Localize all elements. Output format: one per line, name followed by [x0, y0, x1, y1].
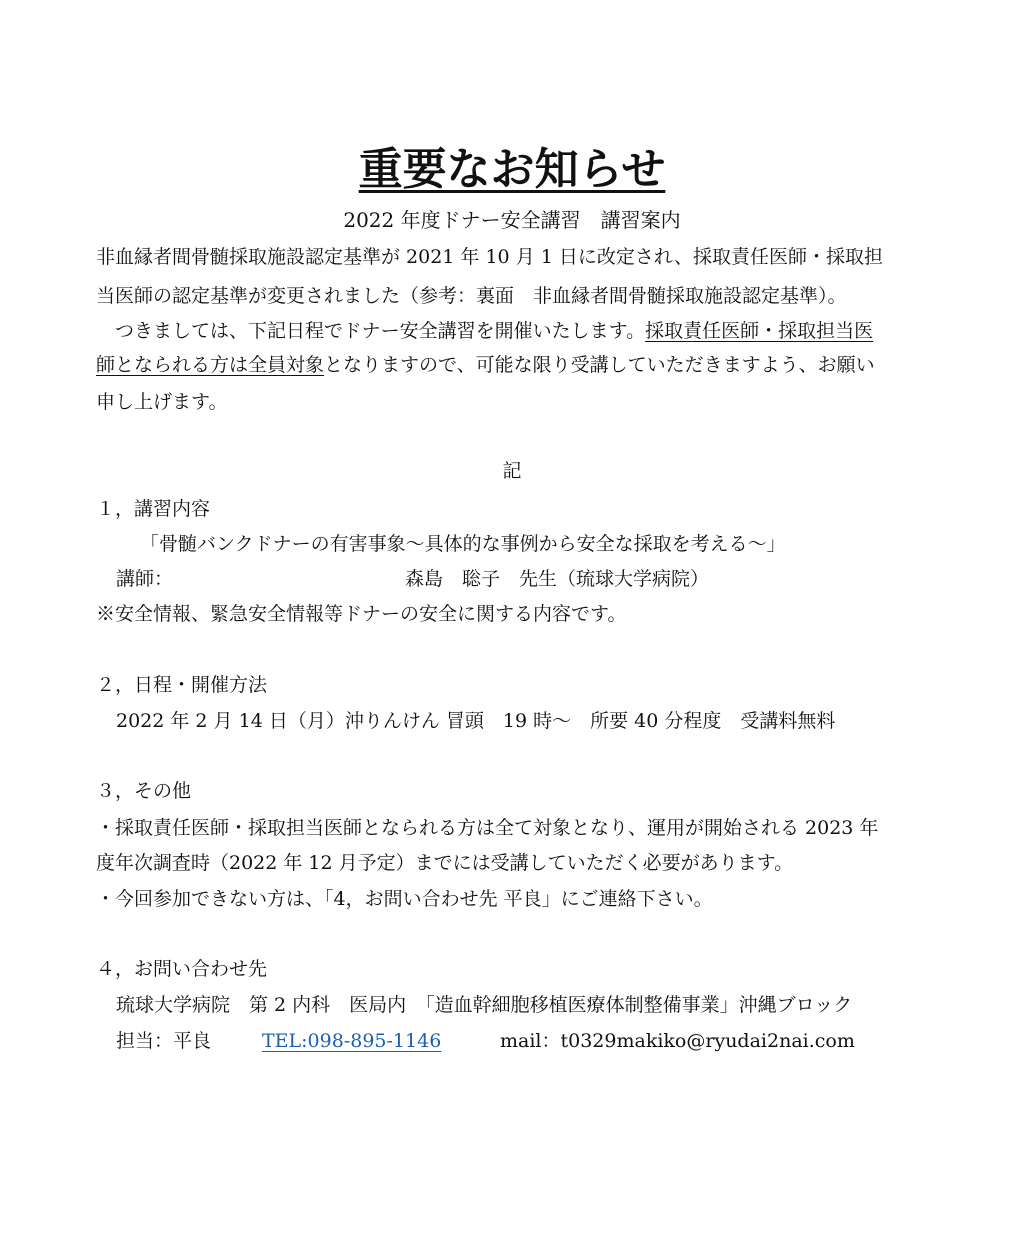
ki-heading: 記 [502, 460, 522, 482]
section1-heading: １，講習内容 [96, 498, 211, 520]
page-title [0, 140, 1024, 200]
intro-underlined-target: 採取責任医師・採取担当医 [645, 320, 874, 342]
intro-underlined-all-target: 全員対象 [248, 354, 325, 376]
lecturer-label: 講師： [116, 568, 174, 590]
section1-note: ※安全情報、緊急安全情報等ドナーの安全に関する内容です。 [96, 603, 627, 625]
contact-person: 担当：平良 [116, 1030, 212, 1052]
intro-underlined-target-2: 師となられる方は [96, 354, 249, 376]
section3-item1-line2: 度年次調査時（2022 年 12 月予定）までには受講していただく必要があります。 [96, 852, 794, 874]
intro-line-4 [96, 350, 875, 380]
contact-organization: 琉球大学病院 第 2 内科 医局内 「造血幹細胞移植医療体制整備事業」沖縄ブロック [116, 994, 853, 1016]
intro-line-4-text: となりますので、可能な限り受講していただきますよう、お願い [324, 354, 875, 376]
section4-heading: ４，お問い合わせ先 [96, 958, 268, 980]
section3-item1-line1: ・採取責任医師・採取担当医師となられる方は全て対象となり、運用が開始される 2023 年 [96, 817, 879, 839]
section3-item2: ・今回参加できない方は、「4，お問い合わせ先 平良」にご連絡下さい。 [96, 888, 713, 910]
tel-link[interactable]: TEL:098-895-1146 [262, 1030, 442, 1052]
contact-mail[interactable]: mail：t0329makiko@ryudai2nai.com [500, 1030, 855, 1052]
page-subtitle: 2022 年度ドナー安全講習 講習案内 [343, 208, 681, 232]
lecturer-name: 森島 聡子 先生（琉球大学病院） [405, 568, 710, 590]
schedule-text: 2022 年 2 月 14 日（月）沖りんけん 冒頭 19 時～ 所要 40 分程度 受講料無料 [116, 710, 836, 732]
section2-heading: ２，日程・開催方法 [96, 674, 268, 696]
intro-line-3 [96, 316, 873, 346]
intro-line-1: 非血縁者間骨髄採取施設認定基準が 2021 年 10 月 1 日に改定され、採取責任医師・採取担 [96, 246, 883, 268]
intro-line-2: 当医師の認定基準が変更されました（参考：裏面 非血縁者間骨髄採取施設認定基準）。 [96, 285, 847, 307]
page-title-text: 重要なお知らせ [358, 144, 666, 195]
intro-line-5: 申し上げます。 [96, 391, 228, 413]
section3-heading: ３，その他 [96, 780, 192, 802]
course-title: 「骨髄バンクドナーの有害事象～具体的な事例から安全な採取を考える～」 [140, 533, 786, 555]
intro-line-3-text: つきましては、下記日程でドナー安全講習を開催いたします。 [96, 320, 646, 342]
